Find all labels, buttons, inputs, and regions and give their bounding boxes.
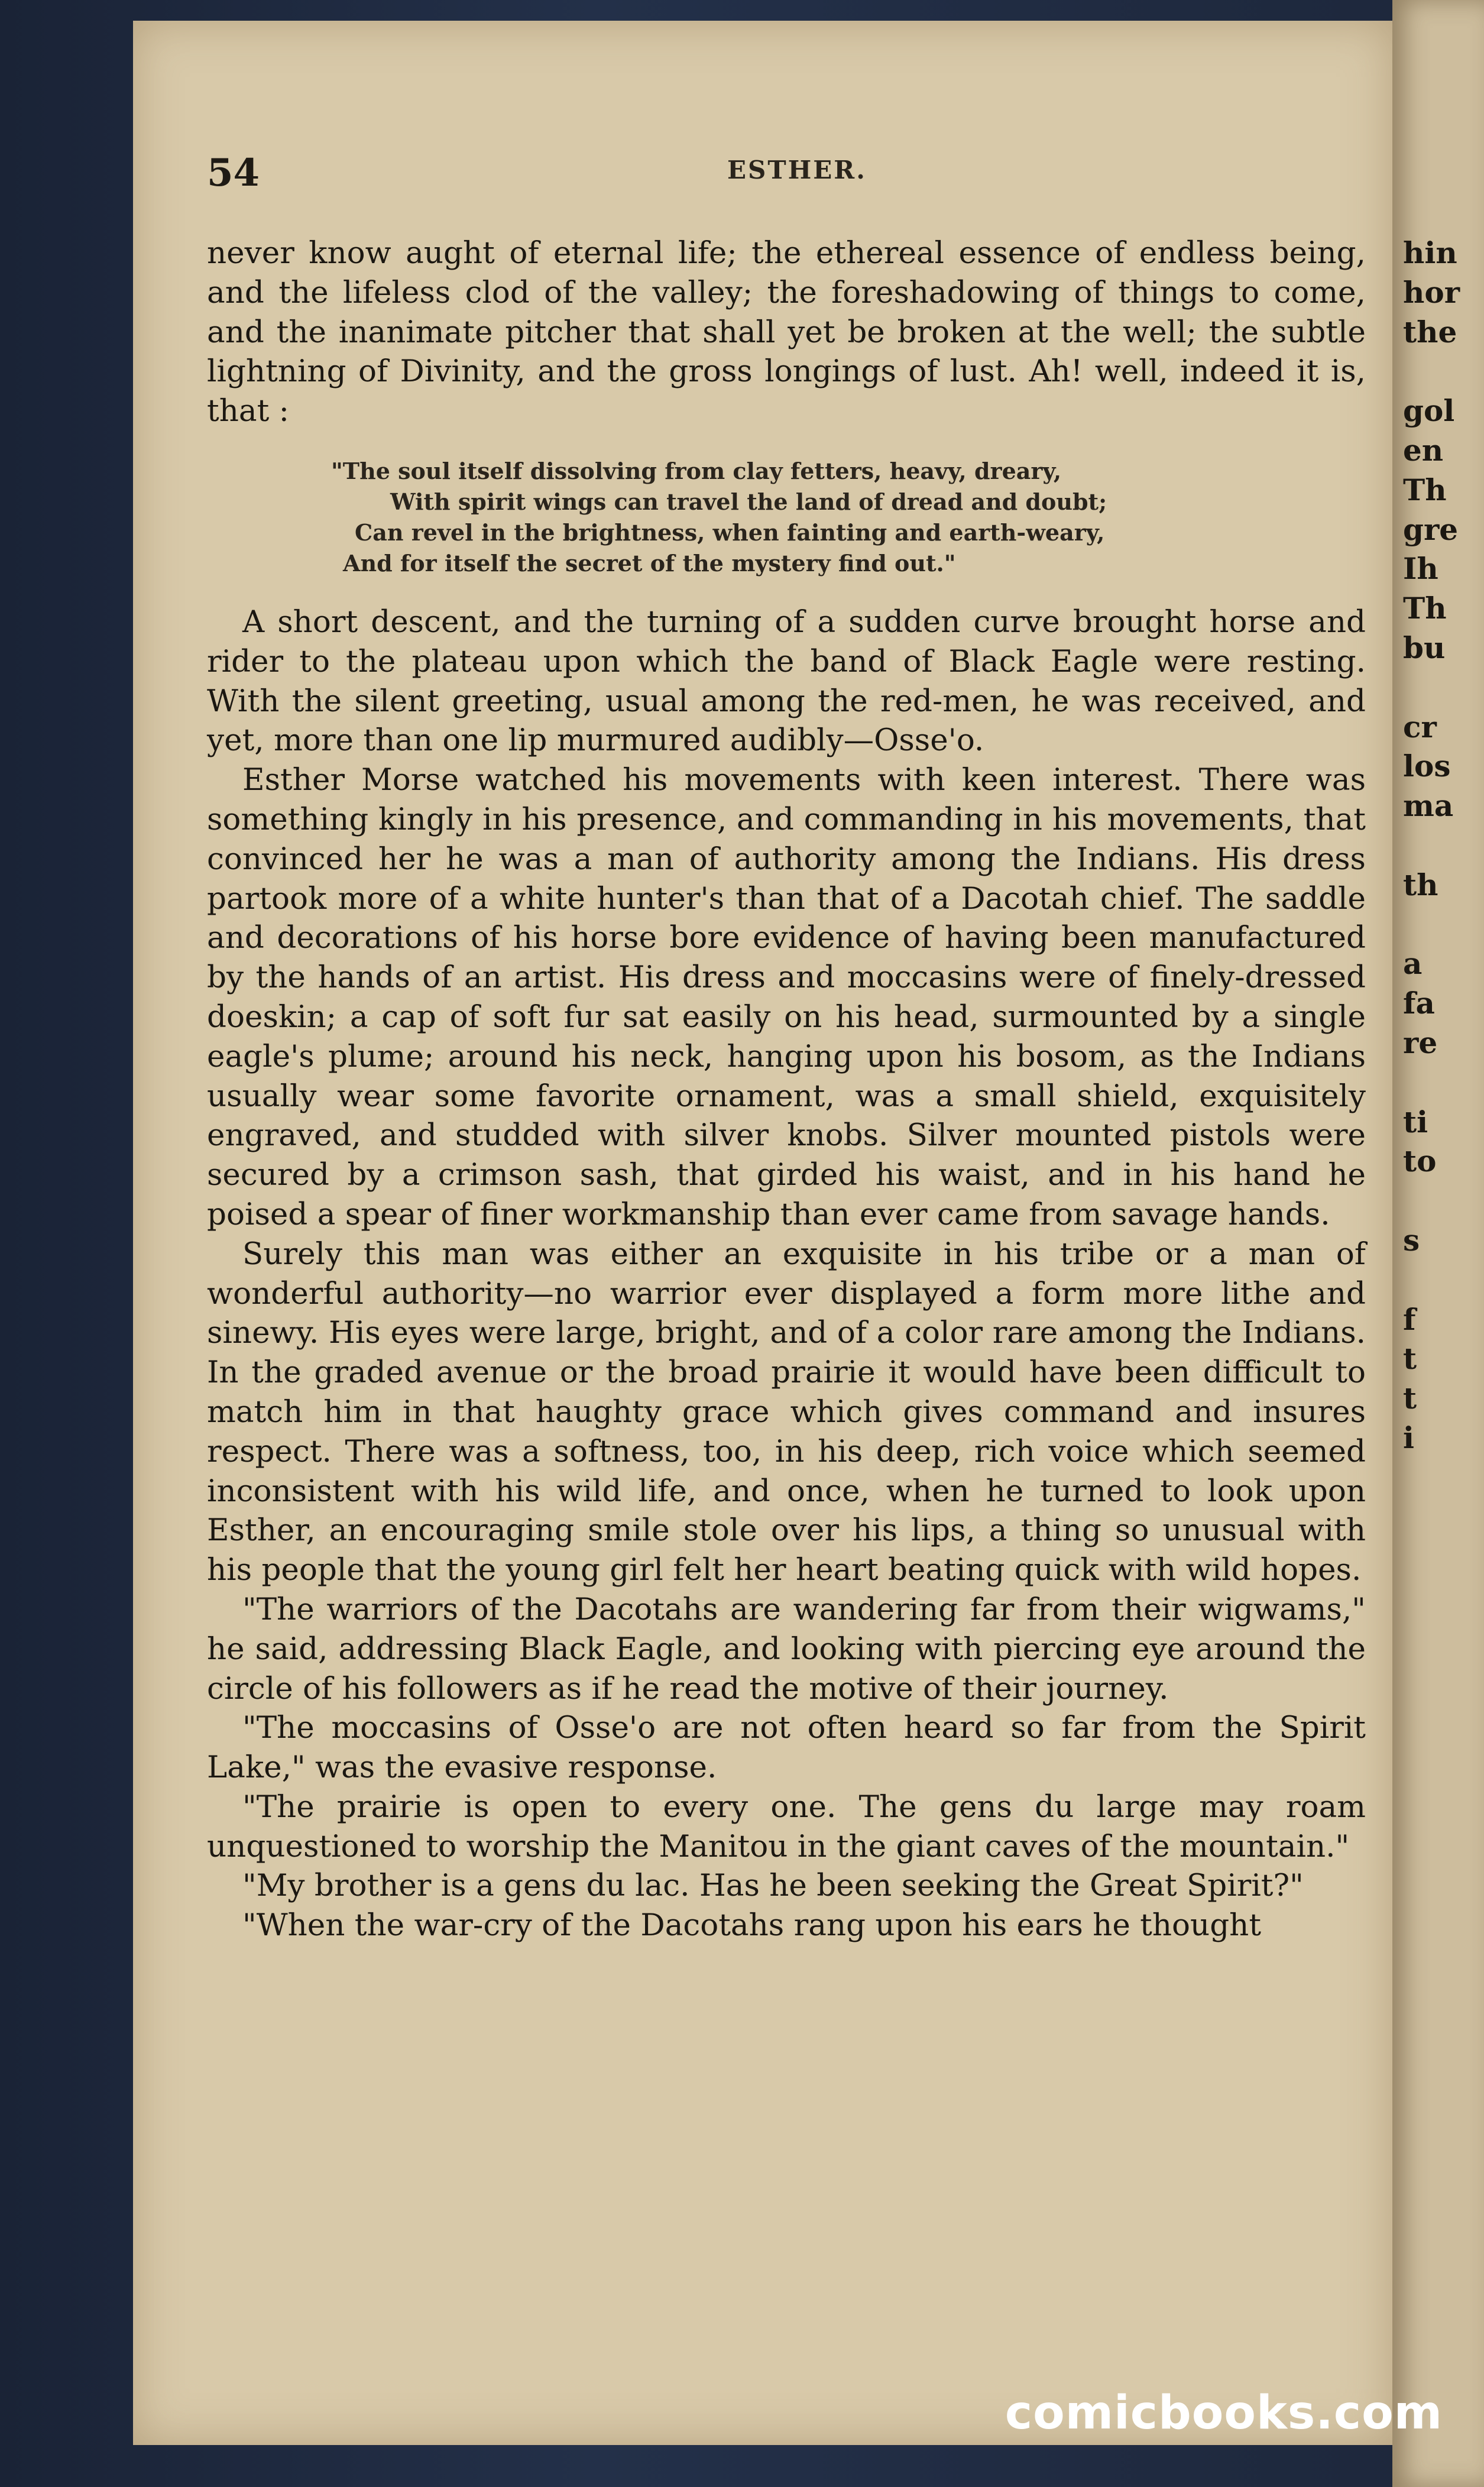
adjacent-page-fragment: [1403, 905, 1484, 945]
adjacent-page-fragment: the: [1403, 314, 1457, 349]
poem-line: "The soul itself dissolving from clay fetters, heavy, dreary,: [331, 457, 1062, 484]
running-head: ESTHER.: [727, 156, 867, 184]
adjacent-page-fragment: [1403, 1181, 1484, 1221]
poem-line: With spirit wings can travel the land of dread and doubt;: [390, 488, 1107, 515]
adjacent-page-fragment: f: [1403, 1301, 1416, 1337]
page-body: [207, 234, 1366, 1945]
page-number: 54: [207, 151, 260, 195]
adjacent-page-fragment: bu: [1403, 630, 1446, 665]
poem-quote: [207, 456, 1366, 579]
adjacent-page-fragment: en: [1403, 432, 1444, 468]
adjacent-page-fragment: [1403, 352, 1484, 391]
adjacent-page-fragment: t: [1403, 1341, 1417, 1377]
poem-line: And for itself the secret of the mystery find out.": [343, 549, 956, 577]
paragraph-9: "When the war-cry of the Dacotahs rang upon his ears he thought: [242, 1908, 1262, 1944]
adjacent-page-fragment: gre: [1403, 511, 1459, 547]
page-header: [207, 151, 1378, 198]
watermark: comicbooks.com: [1005, 2386, 1443, 2440]
paragraph-1: never know aught of eternal life; the ethereal essence of endless being, and the lifeless clod of the valley; the foreshadowing of things to come, and the inanimate pitcher that shall yet be broken at the well; the subtle lightning of Divinity, and the gross longings of lust. Ah! well, indeed it is, that :: [207, 235, 1366, 429]
adjacent-page-fragment: Th: [1403, 591, 1447, 626]
adjacent-page-fragment: th: [1403, 867, 1438, 902]
adjacent-page-fragment: a: [1403, 946, 1423, 982]
adjacent-page-fragment: hor: [1403, 274, 1460, 310]
adjacent-page-fragment: re: [1403, 1025, 1438, 1060]
adjacent-page-fragment: [1403, 1261, 1484, 1300]
adjacent-page-fragment: to: [1403, 1144, 1437, 1179]
adjacent-page-fragment: i: [1403, 1420, 1414, 1455]
adjacent-page-fragment: Th: [1403, 472, 1447, 507]
paragraph-6: "The moccasins of Osse'o are not often heard so far from the Spirit Lake," was the evasive response.: [207, 1710, 1366, 1786]
adjacent-page-fragment: hin: [1403, 235, 1457, 270]
adjacent-page-fragment: Ih: [1403, 551, 1438, 587]
adjacent-page-fragment: gol: [1403, 393, 1455, 429]
adjacent-page-fragment: cr: [1403, 709, 1437, 744]
adjacent-page-fragment: fa: [1403, 986, 1435, 1021]
paragraph-5: "The warriors of the Dacotahs are wandering far from their wigwams," he said, addressing Black Eagle, and looking with piercing eye around the circle of his followers as if he read the motive of their journey.: [207, 1591, 1366, 1706]
adjacent-page-fragment: los: [1403, 749, 1451, 784]
paragraph-3: Esther Morse watched his movements with keen interest. There was something kingly in his presence, and commanding in his movements, that convinced her he was a man of authority among the Indians. His dress partook more of a white hunter's than that of a Dacotah chief. The saddle and decorations of his horse bore evidence of having been manufactured by the hands of an artist. His dress and moccasins were of finely-dressed doeskin; a cap of soft fur sat easily on his head, surmounted by a single eagle's plume; around his neck, hanging upon his bosom, as the Indians usually wear some favorite ornament, was a small shield, exquisitely engraved, and studded with silver knobs. Silver mounted pistols were secured by a crimson sash, that girded his waist, and in his hand he poised a spear of finer workmanship than ever came from savage hands.: [207, 762, 1366, 1232]
adjacent-page-fragment: ti: [1403, 1104, 1428, 1139]
adjacent-page-fragment: ma: [1403, 788, 1454, 824]
paragraph-7: "The prairie is open to every one. The gens du large may roam unquestioned to worship the Manitou in the giant caves of the mountain.": [207, 1789, 1366, 1864]
poem-line: Can revel in the brightness, when fainting and earth-weary,: [355, 519, 1105, 546]
adjacent-page-fragment: [1403, 1063, 1484, 1103]
adjacent-page-text: [1403, 234, 1484, 1458]
paragraph-2: A short descent, and the turning of a sudden curve brought horse and rider to the plateau upon which the band of Black Eagle were resting. With the silent greeting, usual among the red-men, he was received, and yet, more than one lip murmured audibly—Osse'o.: [207, 604, 1366, 759]
adjacent-page-fragment: [1403, 668, 1484, 708]
adjacent-page-fragment: t: [1403, 1381, 1417, 1416]
paragraph-8: "My brother is a gens du lac. Has he been seeking the Great Spirit?": [242, 1868, 1304, 1904]
adjacent-page-fragment: s: [1403, 1222, 1420, 1258]
adjacent-page-fragment: [1403, 826, 1484, 866]
paragraph-4: Surely this man was either an exquisite in his tribe or a man of wonderful authority—no warrior ever displayed a form more lithe and sinewy. His eyes were large, bright, and of a color rare among the Indians. In the graded avenue or the broad prairie it would have been difficult to match him in that haughty grace which gives command and insures respect. There was a softness, too, in his deep, rich voice which seemed inconsistent with his wild life, and once, when he turned to look upon Esther, an encouraging smile stole over his lips, a thing so unusual with his people that the young girl felt her heart beating quick with wild hopes.: [207, 1236, 1366, 1588]
adjacent-page-edge: [1392, 0, 1484, 2487]
